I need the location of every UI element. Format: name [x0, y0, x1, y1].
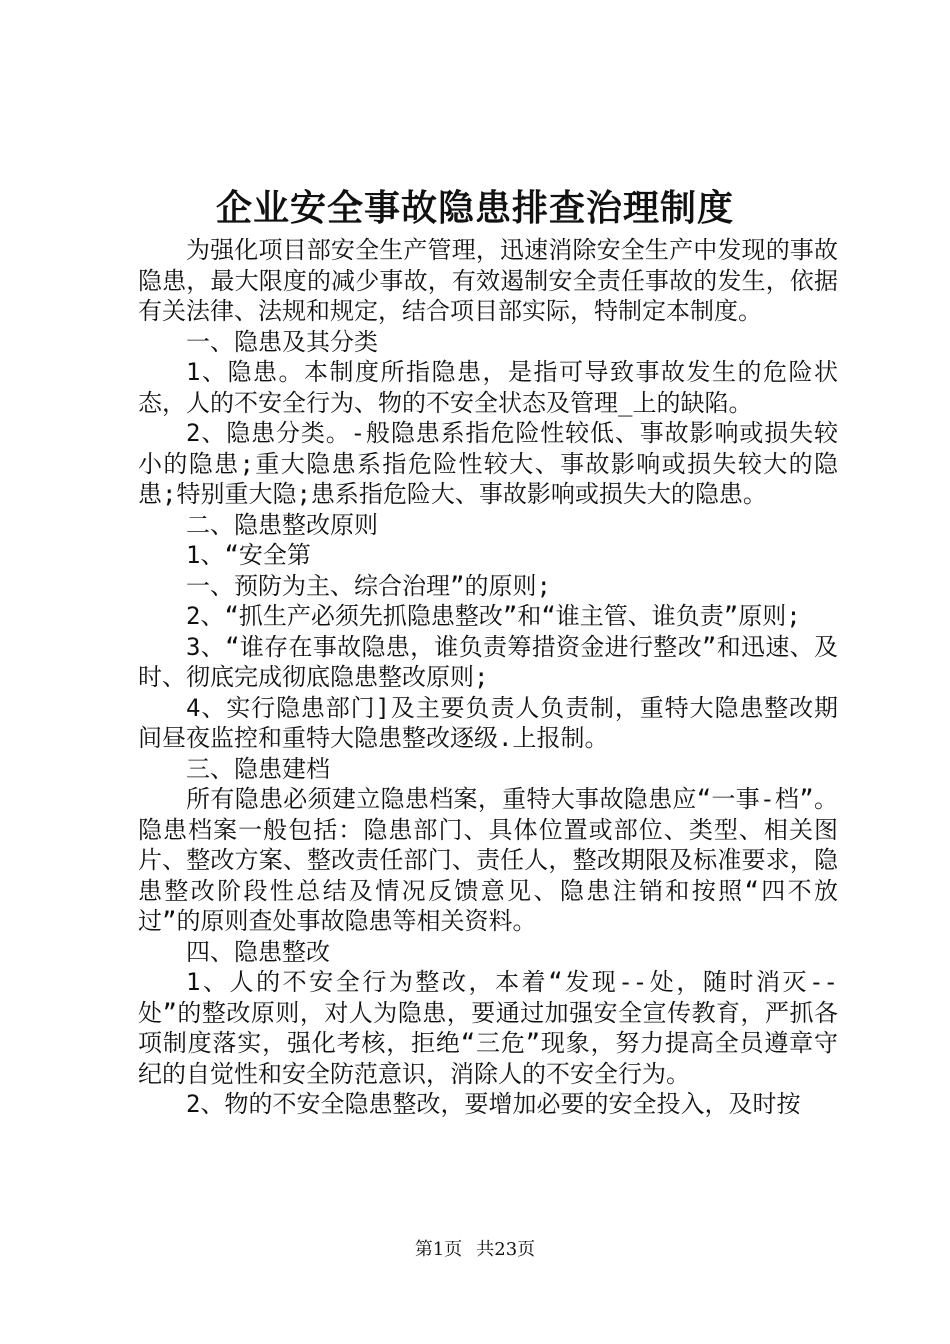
paragraph-principle-4: 4、实行隐患部门]及主要负责人负责制，重特大隐患整改期间昼夜监控和重特大隐患整改逐级.上报制。 — [138, 693, 838, 752]
section-heading-2: 二、隐患整改原则 — [186, 510, 378, 539]
paragraph-principle-2: 2、“抓生产必须先抓隐患整改”和“谁主管、谁负责”原则; — [186, 602, 801, 630]
paragraph-archive: 所有隐患必须建立隐患档案，重特大事故隐患应“一事-档”。隐患档案一般包括：隐患部门、具体位置或部位、类型、相关图片、整改方案、整改责任部门、责任人，整改期限及标准要求，隐患整改阶段性总结及情况反馈意见、隐患注销和按照“四不放过”的原则查处事故隐患等相关资料。 — [138, 785, 838, 935]
section-heading-3: 三、隐患建档 — [186, 754, 330, 783]
paragraph-principle-1b: 一、预防为主、综合治理”的原则; — [186, 571, 551, 600]
page-number: 第1页 — [414, 1239, 463, 1260]
page-total: 共23页 — [476, 1239, 536, 1260]
document-title: 企业安全事故隐患排查治理制度 — [215, 187, 734, 229]
paragraph-principle-1a: 1、“安全第 — [186, 541, 311, 569]
page-footer — [0, 1238, 950, 1262]
document-body — [138, 235, 838, 1120]
paragraph-hazard-definition: 1、隐患。本制度所指隐患，是指可导致事故发生的危险状态，人的不安全行为、物的不安全状态及管理_上的缺陷。 — [138, 358, 838, 417]
paragraph-intro: 为强化项目部安全生产管理，迅速消除安全生产中发现的事故隐患，最大限度的减少事故，有效遏制安全责任事故的发生，依据有关法律、法规和规定，结合项目部实际，特制定本制度。 — [138, 236, 838, 325]
section-heading-1: 一、隐患及其分类 — [186, 327, 378, 356]
paragraph-rectify-objects: 2、物的不安全隐患整改，要增加必要的安全投入，及时按 — [186, 1090, 801, 1118]
paragraph-rectify-people: 1、人的不安全行为整改，本着“发现--处，随时消灭--处”的整改原则，对人为隐患，要通过加强安全宣传教育，严抓各项制度落实，强化考核，拒绝“三危”现象，努力提高全员遵章守纪的自觉性和安全防范意识，消除人的不安全行为。 — [138, 968, 838, 1088]
paragraph-hazard-classification: 2、隐患分类。-般隐患系指危险性较低、事故影响或损失较小的隐患;重大隐患系指危险性较大、事故影响或损失较大的隐患;特别重大隐;患系指危险大、事故影响或损失大的隐患。 — [138, 419, 838, 508]
paragraph-principle-3: 3、“谁存在事故隐患，谁负责筹措资金进行整改”和迅速、及时、彻底完成彻底隐患整改原则; — [138, 632, 838, 691]
section-heading-4: 四、隐患整改 — [186, 937, 330, 966]
